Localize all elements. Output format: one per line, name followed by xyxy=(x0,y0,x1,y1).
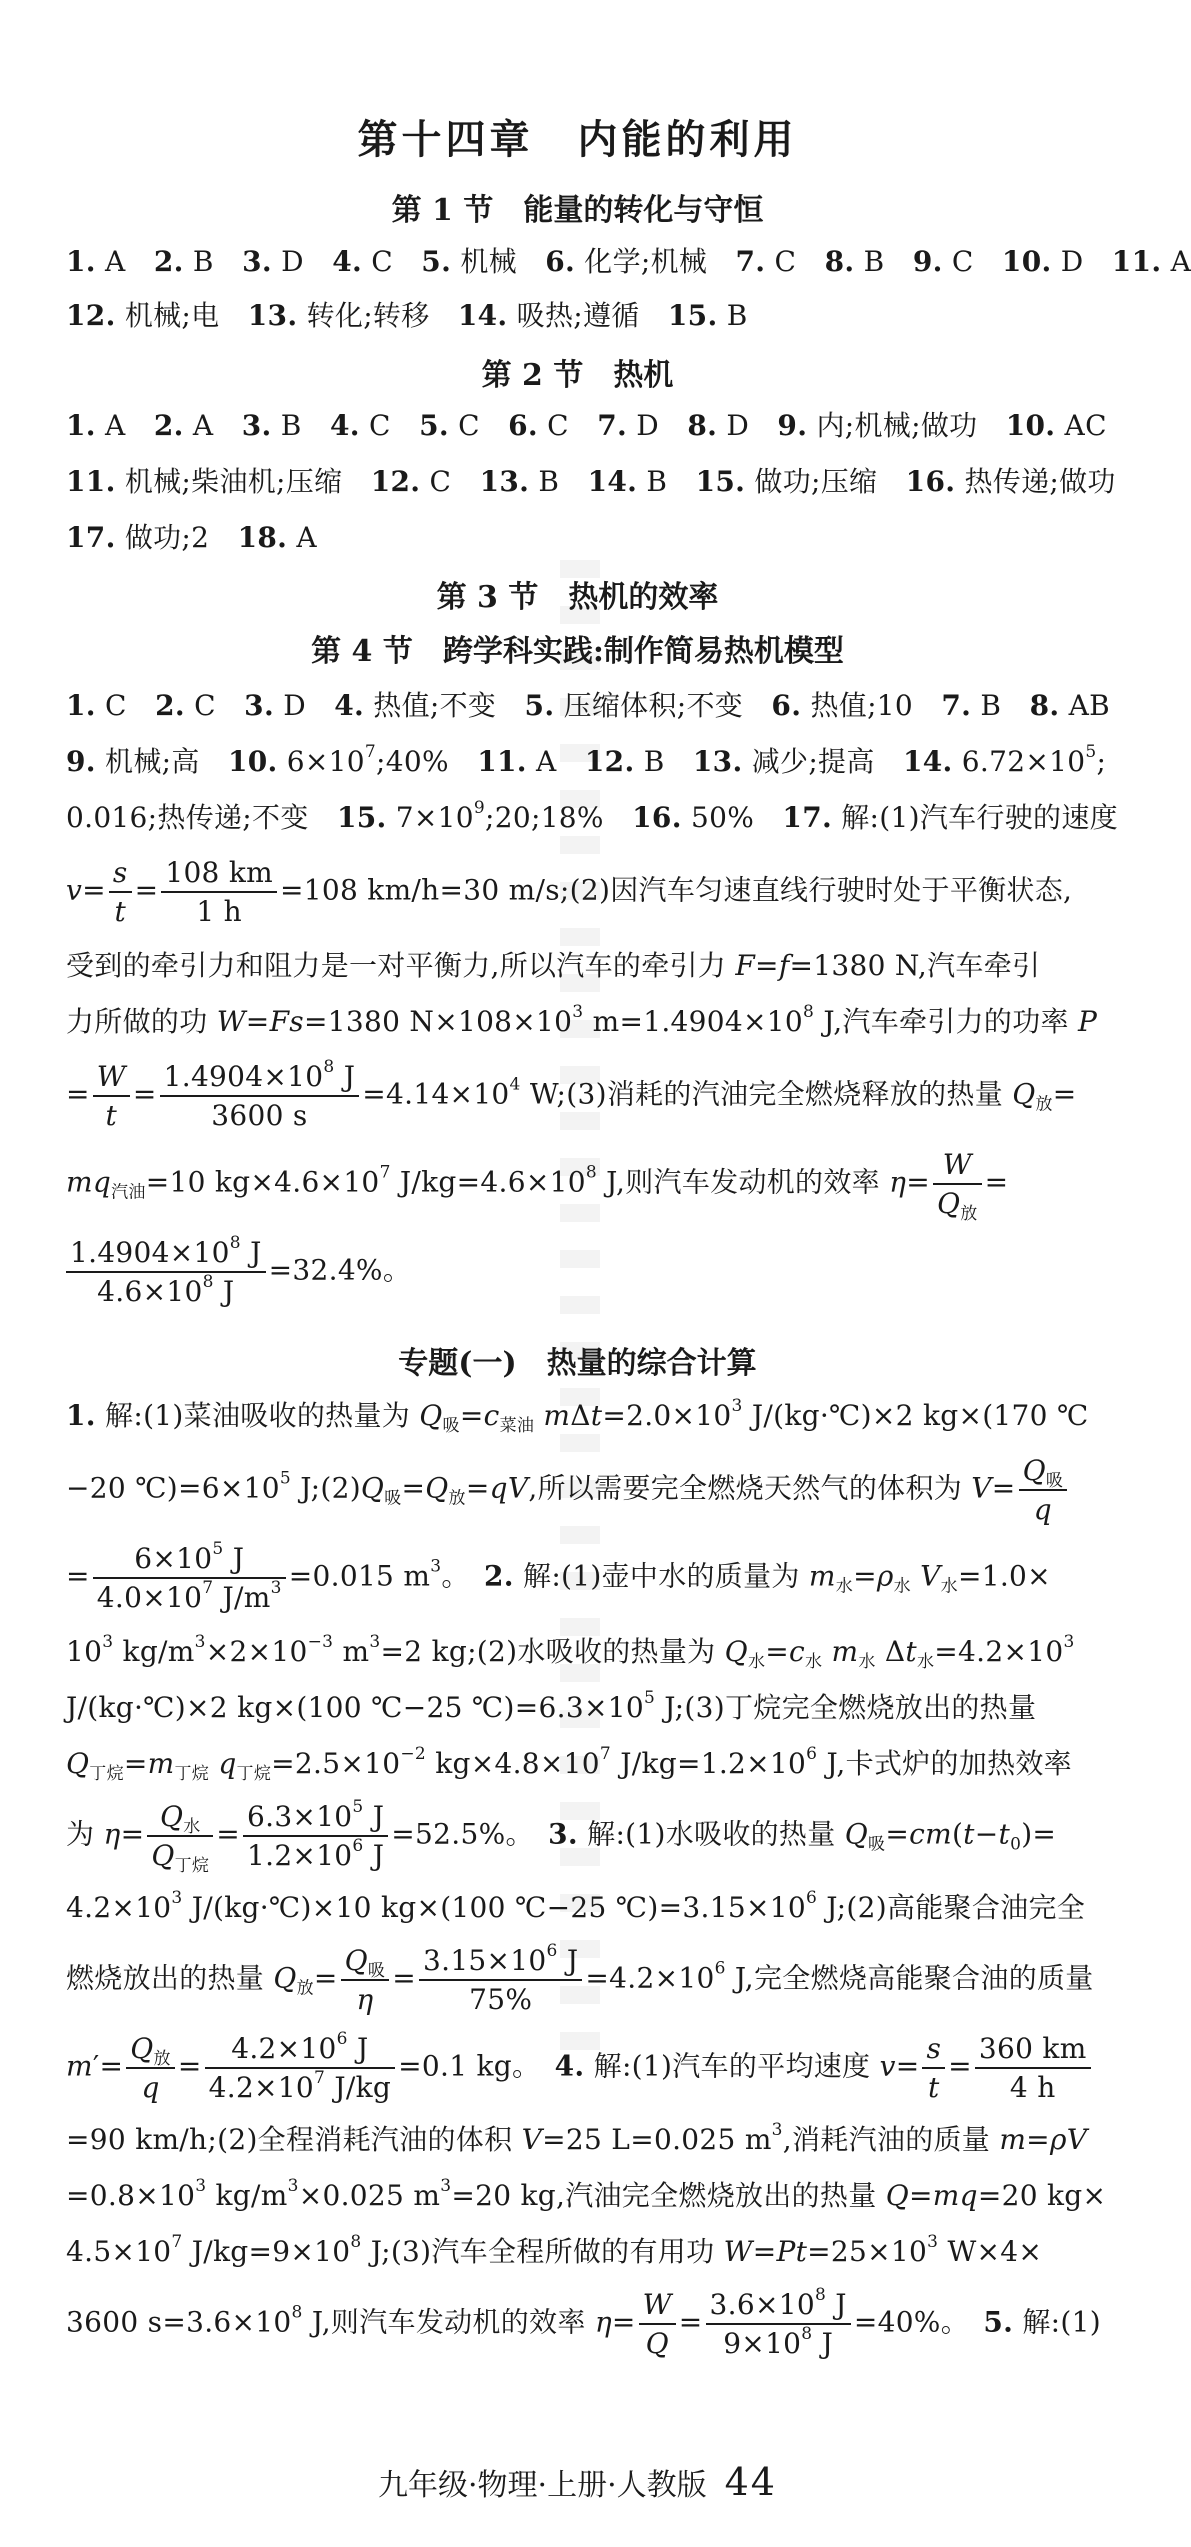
section-1-title: 第 1 节 能量的转化与守恒 xyxy=(391,193,764,228)
page-number: 44 xyxy=(724,2460,777,2504)
z1-line-13: $4.5\times 10^7$ $J/kg=9\times 10^8$ J;(3)汽车全程所做的有用功 $W=Pt=25\times 10^3$ W×4× xyxy=(66,2232,1043,2268)
s1-answers-line-1: 1. A 2. B 3. D 4. C 5. 机械 6. 化学;机械 7. C 8. B 9. C 10. D 11. A xyxy=(66,245,1191,278)
z1-line-4: $10^3$ $kg/m^3\times 2\times 10^{-3}$ $m^3=2$ kg;(2)水吸收的热量为 $Q_水=c_水$ $m_水$ $\Delta t_水=4.2\times 10^3$ xyxy=(66,1632,1075,1672)
s34-answers-line-6: 力所做的功 W=Fs=1380 $N\times 108\times 10^3$ $m=1.4904\times 10^8$ J,汽车牵引力的功率 P xyxy=(66,1002,1098,1038)
s34-answers-line-1: 1. C 2. C 3. D 4. 热值;不变 5. 压缩体积;不变 6. 热值;10 7. B 8. AB xyxy=(66,689,1111,722)
s1-answers-line-2: 12. 机械;电 13. 转化;转移 14. 吸热;遵循 15. B xyxy=(66,299,748,332)
section-4-title: 第 4 节 跨学科实践:制作简易热机模型 xyxy=(311,634,844,669)
z1-line-7: 为 η= $\frac{Q_水}{Q_{丁烷}}$ = $\frac{6.3\times 10^5 J}{1.2\times 10^6 J}$ =52.5%。 3. 解:(1)水吸收的热量 $Q_吸=cm(t-t_0)=$ xyxy=(66,1797,1057,1876)
chapter-title: 第十四章 内能的利用 xyxy=(357,116,798,163)
z1-line-2: −20 $℃)=6\times 10^5$ $J;(2)Q_吸=Q_放=qV$,所以需要完全燃烧天然气的体积为 V= $\frac{Q_吸}{q}$ xyxy=(66,1454,1096,1526)
s2-answers-line-1: 1. A 2. A 3. B 4. C 5. C 6. C 7. D 8. D 9. 内;机械;做功 10. AC xyxy=(66,409,1107,442)
footer-label: 九年级·物理·上册·人教版 xyxy=(378,2468,707,2503)
z1-line-6: $Q_{丁烷}=m_{丁烷}$ $q_{丁烷}=2.5\times 10^{-2}$ $kg\times 4.8\times 10^7$ $J/kg=1.2\times 10^6$ J,卡式炉的加热效率 xyxy=(66,1744,1072,1784)
s2-answers-line-2: 11. 机械;柴油机;压缩 12. C 13. B 14. B 15. 做功;压缩 16. 热传递;做功 xyxy=(66,465,1116,498)
special-topic-1-title: 专题(一) 热量的综合计算 xyxy=(398,1346,757,1381)
z1-line-12: $=0.8\times 10^3$ $kg/m^3\times 0.025$ $m^3=20$ kg,汽油完全燃烧放出的热量 Q=mq=20 kg× xyxy=(66,2176,1107,2212)
z1-line-9: 燃烧放出的热量 $Q_放=$ $\frac{Q_吸}{\eta}$ = $\frac{3.15\times 10^6 J}{75\%}$ $=4.2\times 10^6$ J,完全燃烧高能聚合油的质量 xyxy=(66,1941,1094,2016)
s34-answers-line-5: 受到的牵引力和阻力是一对平衡力,所以汽车的牵引力 F=f=1380 N,汽车牵引 xyxy=(66,949,1041,982)
s34-answers-line-4: v= $\frac{s}{t}$ = $\frac{108 km}{1 h}$ =108 km/h=30 m/s;(2)因汽车匀速直线行驶时处于平衡状态, xyxy=(66,856,1073,928)
page-footer xyxy=(0,2460,1155,2504)
z1-line-10: m′= $\frac{Q_放}{q}$ = $\frac{4.2\times 10^6 J}{4.2\times 10^7 J/kg}$ =0.1 kg。 4. 解:(1)汽车的平均速度 v= $\frac{s}{t}$ = $\frac{360 km}{4 h}$ xyxy=(66,2032,1096,2104)
z1-line-3: = $\frac{6\times 10^5 J}{4.0\times 10^7 J/m^3}$ =0.015 $m^3$。 2. 解:(1)壶中水的质量为 $m_水=\rho_水$ $V_水=1.0\times$ xyxy=(66,1539,1051,1614)
z1-line-11: =90 km/h;(2)全程消耗汽油的体积 V=25 L=0.025 $m^3$,消耗汽油的质量 m=ρV xyxy=(66,2120,1088,2156)
s2-answers-line-3: 17. 做功;2 18. A xyxy=(66,521,317,554)
z1-line-14: 3600 $s=3.6\times 10^8$ J,则汽车发动机的效率 η= $\frac{W}{Q}$ = $\frac{3.6\times 10^8 J}{9\times 10^8 J}$ =40%。 5. 解:(1) xyxy=(66,2285,1101,2360)
z1-line-1: 1. 解:(1)菜油吸收的热量为 $Q_吸=c_{菜油}$ $m\Delta t=2.0\times 10^3$ J/(kg·℃)×2 kg×(170 ℃ xyxy=(66,1396,1089,1436)
s34-answers-line-3: 0.016;热传递;不变 15. $7\times 10^9;20;18\%$ 16. 50% 17. 解:(1)汽车行驶的速度 xyxy=(66,798,1118,834)
s34-answers-line-2: 9. 机械;高 10. $6\times 10^7;40\%$ 11. A 12. B 13. 减少;提高 14. $6.72\times 10^5$; xyxy=(66,742,1107,778)
s34-answers-line-9: $\frac{1.4904\times 10^8 J}{4.6\times 10^8 J}$ =32.4%。 xyxy=(66,1236,1096,1308)
s34-answers-line-8: $mq_{汽油}=10$ $kg\times 4.6\times 10^7$ $J/kg=4.6\times 10^8$ J,则汽车发动机的效率 η= $\frac{W}{Q_放}$ = xyxy=(66,1148,1009,1224)
section-2-title: 第 2 节 热机 xyxy=(481,358,674,393)
z1-line-8: $4.2\times 10^3$ J/(kg·℃)×10 kg×(100 ℃−25 $℃)=3.15\times 10^6$ J;(2)高能聚合油完全 xyxy=(66,1888,1086,1924)
section-3-title: 第 3 节 热机的效率 xyxy=(436,580,719,615)
s34-answers-line-7: = $\frac{W}{t}$ = $\frac{1.4904\times 10^8 J}{3600 s}$ $=4.14\times 10^4$ W;(3)消耗的汽油完全燃烧释放的热量 $Q_放=$ xyxy=(66,1057,1077,1132)
z1-line-5: J/(kg·℃)×2 kg×(100 ℃−25 $℃)=6.3\times 10^5$ J;(3)丁烷完全燃烧放出的热量 xyxy=(66,1688,1037,1724)
